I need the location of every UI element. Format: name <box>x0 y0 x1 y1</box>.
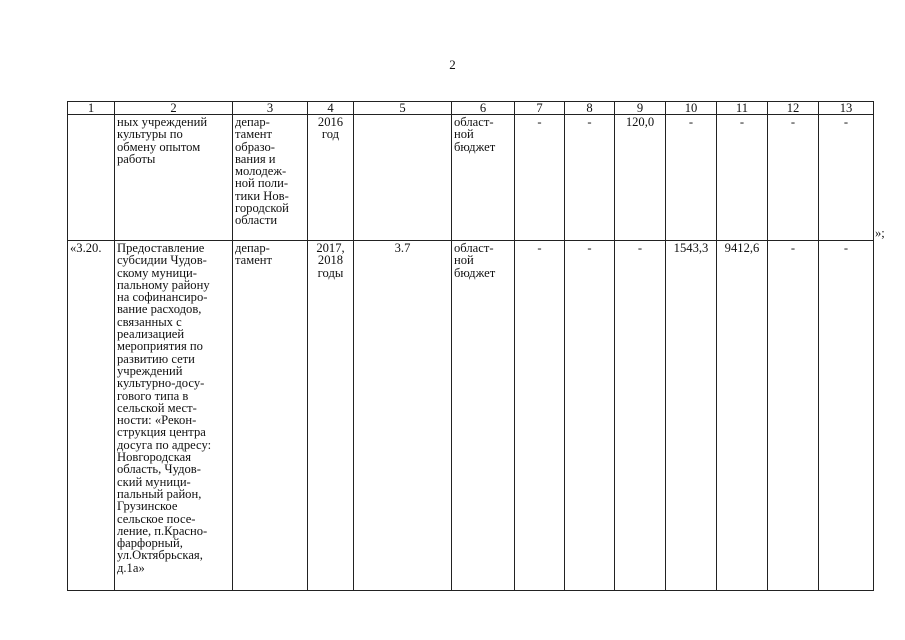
column-header: 13 <box>819 102 874 115</box>
target-indicator-cell <box>354 115 452 241</box>
table-row <box>68 241 874 591</box>
amount-cell: 120,0 <box>615 115 666 241</box>
column-header: 4 <box>308 102 354 115</box>
target-indicator-cell: 3.7 <box>354 241 452 591</box>
amount-cell: - <box>819 115 874 241</box>
table-row <box>68 115 874 241</box>
amount-cell: - <box>768 115 819 241</box>
column-header: 1 <box>68 102 115 115</box>
row-number-cell: «3.20. <box>68 241 115 591</box>
column-header: 5 <box>354 102 452 115</box>
column-header: 7 <box>515 102 565 115</box>
amount-cell: - <box>565 241 615 591</box>
amount-cell: 9412,6 <box>717 241 768 591</box>
funding-source-cell: област- ной бюджет <box>452 241 515 591</box>
activity-name-cell: Предоставление субсидии Чудов- скому муници- пальному району на софинансиро- вание расходов, связанных с реализацией мероприятия по развитию сети учреждений культурно-досу- гового типа в сельской мест- ности: «Рекон- струкция центра досуга по адресу: Новгородская область, Чудов- ский муници- пальный район, Грузинское сельское посе- ление, п.Красно- фарфорный, ул.Октябрьская, д.1а» <box>115 241 233 591</box>
column-header: 11 <box>717 102 768 115</box>
column-header: 2 <box>115 102 233 115</box>
amount-cell: - <box>717 115 768 241</box>
column-header: 3 <box>233 102 308 115</box>
table-header-row <box>68 102 874 115</box>
amount-cell: - <box>666 115 717 241</box>
column-header: 10 <box>666 102 717 115</box>
row-number-cell <box>68 115 115 241</box>
amount-cell: 1543,3 <box>666 241 717 591</box>
amount-cell: - <box>768 241 819 591</box>
column-header: 8 <box>565 102 615 115</box>
column-header: 12 <box>768 102 819 115</box>
amount-cell: - <box>615 241 666 591</box>
period-cell: 2017, 2018 годы <box>308 241 354 591</box>
period-cell: 2016 год <box>308 115 354 241</box>
page-number: 2 <box>449 57 456 72</box>
amount-cell: - <box>515 241 565 591</box>
amount-cell: - <box>515 115 565 241</box>
amount-cell: - <box>819 241 874 591</box>
column-header: 6 <box>452 102 515 115</box>
executor-cell: депар- тамент образо- вания и молодеж- ной поли- тики Нов- городской области <box>233 115 308 241</box>
activity-name-cell: ных учреждений культуры по обмену опытом работы <box>115 115 233 241</box>
column-header: 9 <box>615 102 666 115</box>
executor-cell: депар- тамент <box>233 241 308 591</box>
funding-source-cell: област- ной бюджет <box>452 115 515 241</box>
budget-table <box>67 101 874 591</box>
closing-quote-mark: »; <box>875 226 885 240</box>
amount-cell: - <box>565 115 615 241</box>
